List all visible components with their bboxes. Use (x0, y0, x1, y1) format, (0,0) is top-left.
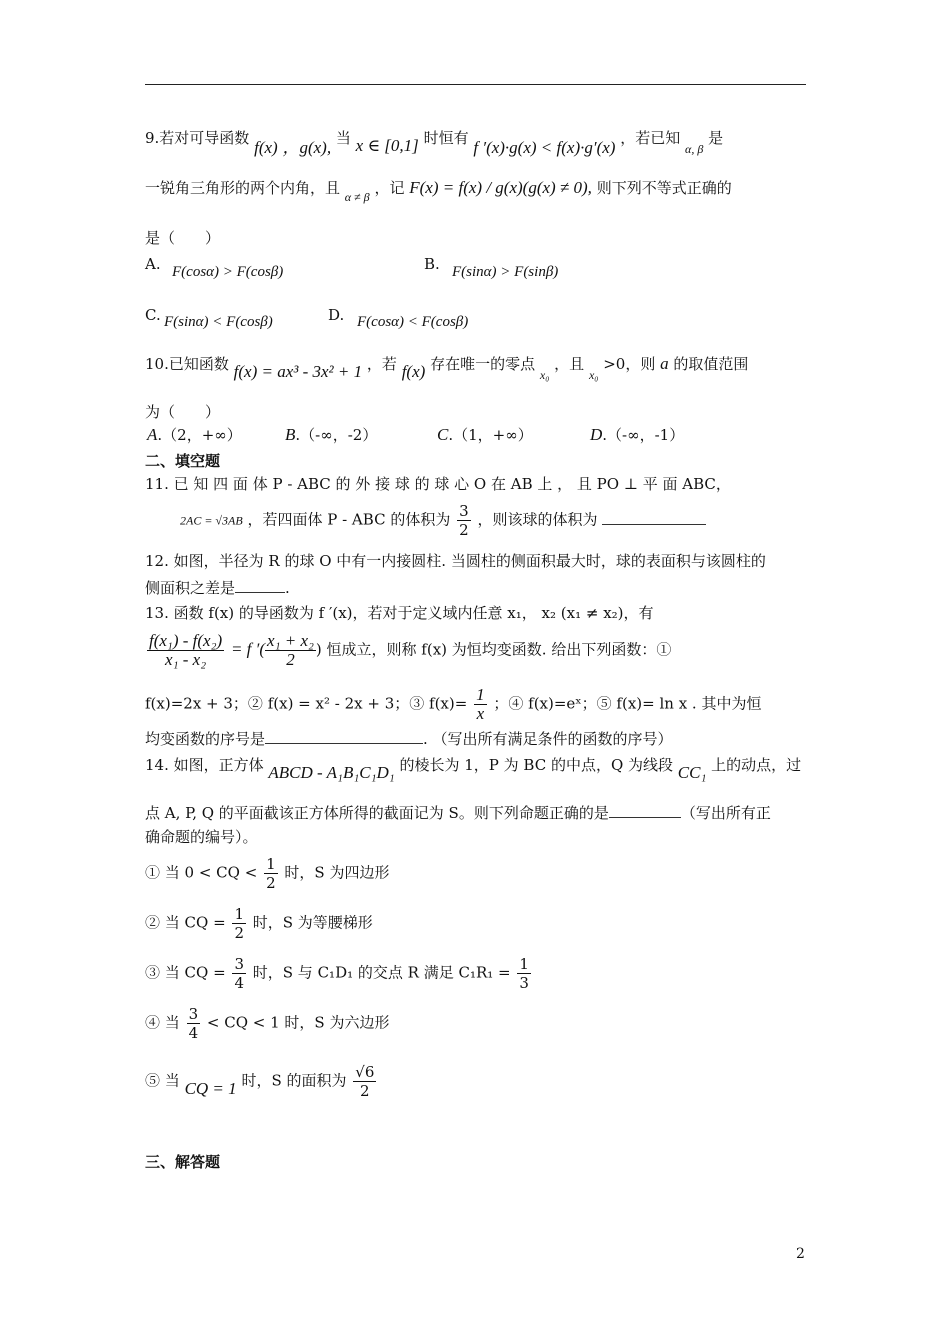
q14-cube: ABCD - A₁B₁C₁D₁ (268, 763, 395, 782)
q9-option-b: F(sinα) > F(sinβ) (452, 264, 559, 280)
section-heading-answers: 三、解答题 (145, 1153, 221, 1171)
q13-answer-blank[interactable] (265, 729, 423, 744)
q9-option-d: F(cosα) < F(cosβ) (357, 314, 469, 330)
q13-line4: 均变函数的序号是 . （写出所有满足条件的函数的序号） (145, 730, 673, 748)
q14-option-2: ② 当 CQ = $\frac{1}{2}$ 时，S 为等腰梯形 (145, 905, 373, 942)
q9-alphabeta: α, β (685, 142, 704, 156)
q14-fraction-3-4: $\frac{3}{4}$ (234, 955, 244, 992)
q10-text3: >0，则 (603, 355, 656, 373)
q14-text4: 点 A, P, Q 的平面截该正方体所得的截面记为 S。则下列命题正确的是 (145, 804, 609, 822)
q9-gx: ，g(x), (282, 138, 332, 157)
q9-option-b-label: B. (424, 255, 440, 273)
q10-option-d: D.（-∞，-1） (590, 425, 685, 444)
header-rule (145, 84, 806, 85)
q13-text: 均变函数的序号是 (145, 730, 266, 748)
q10-line1 (145, 354, 749, 382)
q9-ruoyizhi: ，若已知 (620, 129, 681, 147)
q11-line2 (180, 502, 706, 539)
q10-text4: 的取值范围 (673, 355, 749, 373)
q14-fraction-sqrt6-2: $\frac{√6}{2}$ (355, 1063, 375, 1100)
q11-mid: ，若四面体 P - ABC 的体积为 (247, 510, 451, 529)
q13-functions-a: f(x)=2x + 3；② f(x) = x² - 2x + 3；③ f(x)= (145, 694, 468, 713)
q13-fraction-1x: $\frac{1}{x}$ (476, 685, 485, 723)
q14-option-1: ① 当 0 < CQ < $\frac{1}{2}$ 时，S 为四边形 (145, 855, 390, 892)
q10-x0b: x₀ (588, 368, 599, 382)
q10-fx: f(x) (401, 362, 426, 381)
section-heading-fill-in: 二、填空题 (145, 452, 221, 470)
q11-answer-blank[interactable] (602, 510, 706, 525)
q14-line2: 点 A, P, Q 的平面截该正方体所得的截面记为 S。则下列命题正确的是 （写出所有正 (145, 804, 771, 822)
q9-text2: 一锐角三角形的两个内角，且 (145, 179, 341, 197)
q14-fraction-half-2: $\frac{1}{2}$ (234, 905, 244, 942)
q9-option-a-label: A. (145, 255, 161, 273)
q14-line1 (145, 755, 802, 782)
q12-text: 侧面积之差是 (145, 579, 236, 597)
q10-option-b: B.（-∞，-2） (285, 425, 378, 444)
q14-option-5: ⑤ 当 CQ = 1 时，S 的面积为 $\frac{√6}{2}$ (145, 1063, 375, 1100)
q9-option-a: F(cosα) > F(cosβ) (172, 264, 284, 280)
q13-line1: 13. 函数 f(x) 的导函数为 f ′(x)，若对于定义域内任意 x₁， x₂ (x₁ ≠ x₂)，有 (145, 604, 654, 622)
q9-fx: f(x) (254, 138, 278, 157)
q9-line3: 是（ ） (145, 229, 221, 247)
q9-option-c: F(sinα) < F(cosβ) (164, 314, 273, 330)
q14-line3: 确命题的编号）。 (145, 828, 258, 846)
q13-line2 (145, 632, 671, 669)
q9-ji: ，记 (374, 179, 405, 197)
q12-line2: 侧面积之差是 . (145, 579, 290, 597)
q9-F-definition: F(x) = f(x) / g(x)(g(x) ≠ 0), (409, 178, 592, 197)
q10-a: a (660, 354, 669, 373)
q11-fraction: $\frac{3}{2}$ (459, 502, 469, 539)
q9-option-c-label: C. (145, 306, 161, 324)
q11-condition: 2AC = √3AB (180, 513, 243, 528)
q10-text: 10.已知函数 (145, 355, 229, 373)
q14-text3: 上的动点，过 (711, 756, 802, 774)
q14-fraction-3-4b: $\frac{3}{4}$ (188, 1005, 199, 1042)
q14-fraction-half-1: $\frac{1}{2}$ (266, 855, 276, 892)
q13-functions-b: ；④ f(x)=eˣ；⑤ f(x)= ln x . 其中为恒 (493, 694, 762, 713)
q9-dang: 当 (335, 129, 351, 147)
q11-tail: ，则该球的体积为 (477, 510, 598, 529)
q14-answer-blank[interactable] (609, 803, 681, 818)
q14-cc1: CC₁ (677, 763, 707, 782)
q12-answer-blank[interactable] (235, 578, 285, 593)
q12-line1: 12. 如图，半径为 R 的球 O 中有一内接圆柱. 当圆柱的侧面积最大时，球的表面积与该圆柱的 (145, 552, 766, 570)
q9-option-d-label: D. (328, 306, 345, 324)
q13-equals: = f ′( (230, 639, 266, 659)
q11-line1: 11. 已 知 四 面 体 P - ABC 的 外 接 球 的 球 心 O 在 AB 上 ， 且 PO ⊥ 平 面 ABC， (145, 475, 731, 493)
q9-line1 (145, 128, 724, 157)
q13-fraction-right: $\frac{\text{x₁ + x₂}}{2}$ (267, 631, 314, 669)
page-number: 2 (796, 1246, 805, 1262)
q13-line3 (145, 686, 761, 723)
q9-shi: 是 (708, 129, 724, 147)
q14-option-3: ③ 当 CQ = $\frac{3}{4}$ 时，S 与 C₁D₁ 的交点 R 满足 C₁R₁ = $\frac{1}{3}$ (145, 955, 529, 992)
q9-domain: x ∈ [0,1] (355, 136, 419, 155)
q9-inequality: f ′(x)·g(x) < f(x)·g′(x) (473, 138, 616, 157)
q10-option-a: A.（2，+∞） (147, 425, 242, 444)
q14-option-4: ④ 当 $\frac{3}{4}$ < CQ < 1 时，S 为六边形 (145, 1005, 390, 1042)
q14-fraction-1-3: $\frac{1}{3}$ (519, 955, 529, 992)
q9-text: 9.若对可导函数 (145, 129, 250, 147)
q10-qie: ，且 (554, 355, 585, 373)
q10-x0: x₀ (539, 368, 550, 382)
q13-rest: ) 恒成立，则称 f(x) 为恒均变函数. 给出下列函数：① (315, 640, 672, 659)
q13-fraction-left: $\frac{\text{f(x₁) - f(x₂)}}{\text{x₁ - x₂}}$ (149, 631, 223, 669)
q9-text3: 则下列不等式正确的 (596, 179, 732, 197)
q9-shiheng: 时恒有 (423, 129, 469, 147)
q9-line2 (145, 178, 732, 204)
q10-ruo: ，若 (366, 355, 397, 373)
q10-line2: 为（ ） (145, 403, 221, 421)
q10-text2: 存在唯一的零点 (430, 355, 536, 373)
q14-text2: 的棱长为 1，P 为 BC 的中点，Q 为线段 (399, 756, 674, 774)
q14-text: 14. 如图，正方体 (145, 756, 264, 774)
q9-neq: α ≠ β (344, 190, 370, 204)
q10-function: f(x) = ax³ - 3x² + 1 (233, 362, 363, 381)
q10-option-c: C.（1，+∞） (437, 425, 533, 444)
